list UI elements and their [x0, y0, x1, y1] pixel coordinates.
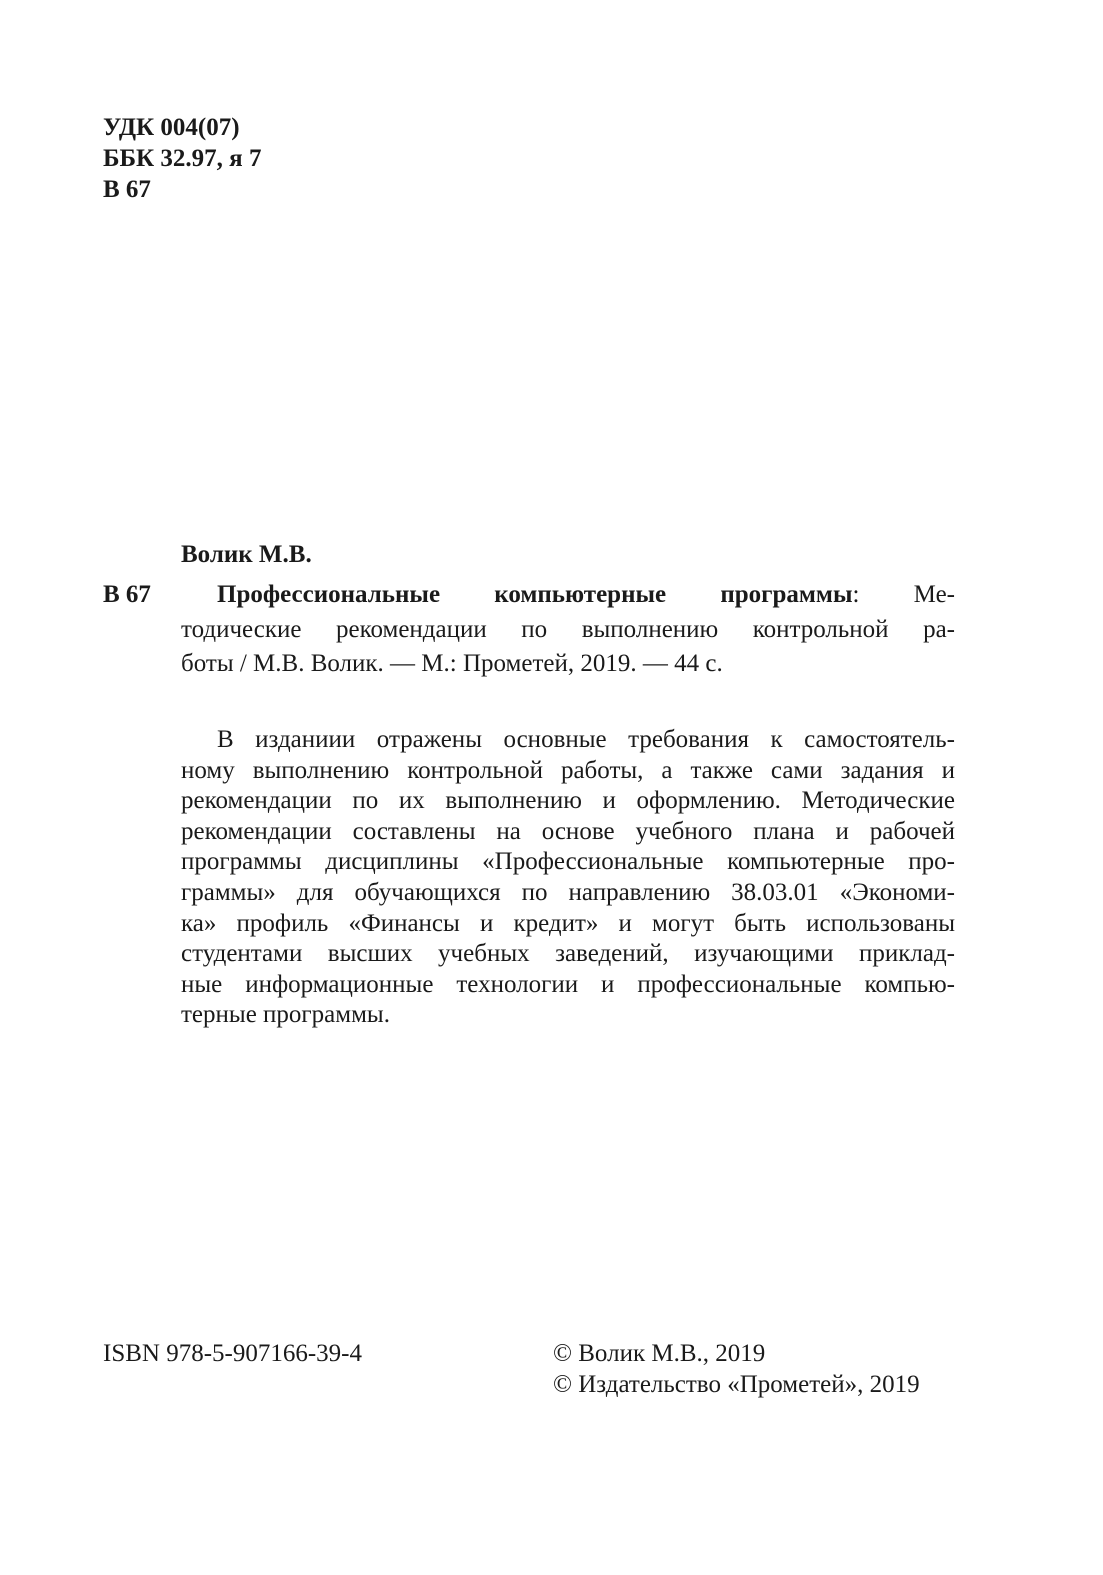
bibliographic-line: тодические рекомендации по выполнению контрольной ра- [181, 615, 955, 643]
abstract-line: В изданиии отражены основные требования к самостоятель- [217, 726, 955, 753]
abstract-line: ка» профиль «Финансы и кредит» и могут быть использованы [181, 909, 955, 937]
abstract-line: граммы» для обучающихся по направлению 38.03.01 «Экономи- [181, 878, 955, 906]
udk-code: УДК 004(07) [103, 114, 240, 141]
bbk-code: ББК 32.97, я 7 [103, 145, 262, 172]
isbn-number: ISBN 978-5-907166-39-4 [103, 1340, 363, 1367]
abstract-line: терные программы. [181, 1001, 390, 1029]
abstract-line: рекомендации составлены на основе учебного плана и рабочей [181, 817, 955, 845]
abstract-paragraph [181, 725, 955, 1031]
abstract-line: ные информационные технологии и профессиональные компью- [181, 970, 955, 998]
abstract-line: ному выполнению контрольной работы, а также сами задания и [181, 756, 955, 784]
author-name: Волик М.В. [181, 541, 312, 568]
abstract-line: студентами высших учебных заведений, изучающими приклад- [181, 940, 955, 968]
book-title: Профессиональные компьютерные программы [217, 581, 853, 608]
bibliographic-description [181, 578, 955, 682]
copyright-author: © Волик М.В., 2019 [553, 1340, 766, 1367]
bibliographic-line-text: : Ме- [852, 581, 955, 608]
author-sign-code: В 67 [103, 176, 151, 203]
bibliographic-line: боты / М.В. Волик. — М.: Прометей, 2019. — 44 с. [181, 650, 723, 677]
bibliographic-line [181, 578, 955, 613]
copyright-block [553, 1338, 920, 1400]
abstract-line: рекомендации по их выполнению и оформлению. Методические [181, 787, 955, 815]
abstract-line: программы дисциплины «Профессиональные компьютерные про- [181, 848, 955, 876]
classification-codes [103, 112, 261, 205]
bibliographic-author-sign: В 67 [103, 581, 151, 608]
copyright-publisher: © Издательство «Прометей», 2019 [553, 1371, 920, 1398]
